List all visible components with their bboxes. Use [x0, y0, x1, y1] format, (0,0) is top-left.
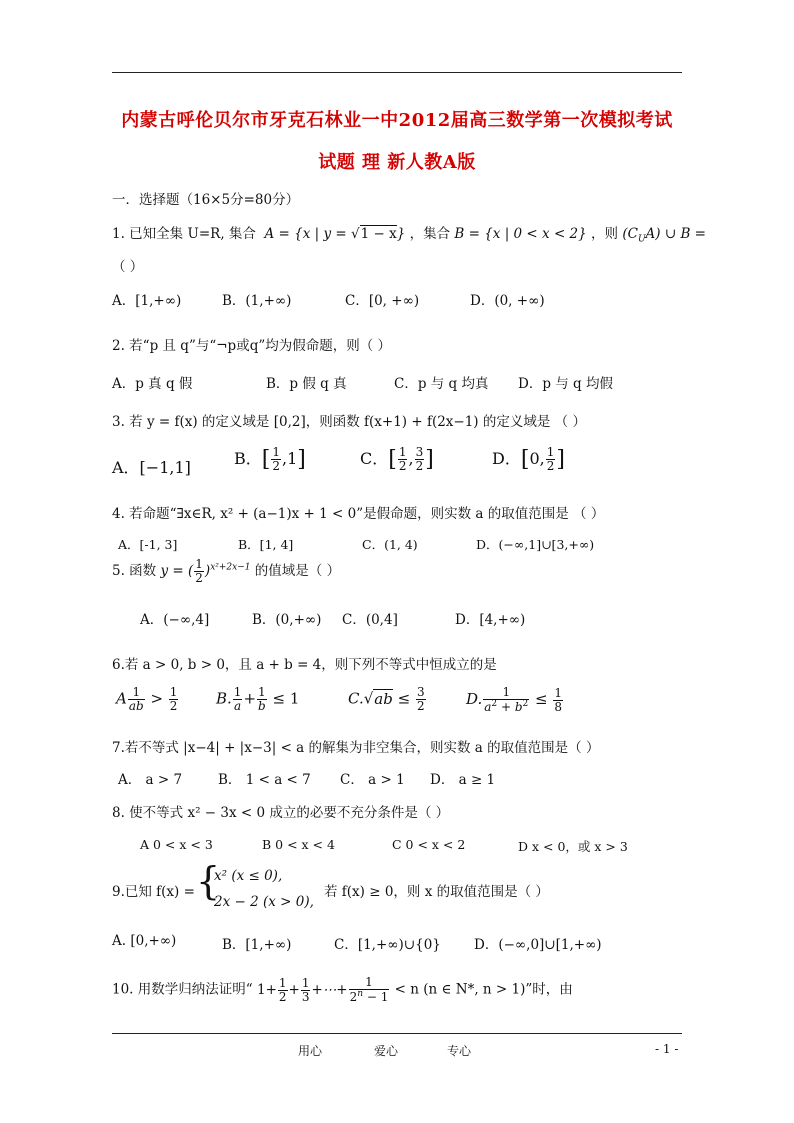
q5-option-b: B．(0,+∞) [252, 612, 322, 628]
q1-expression: $(C_UA)$ ∪ B = [622, 226, 706, 245]
q8-option-b: B 0 < x < 4 [262, 837, 335, 852]
q9-option-c: C．[1,+∞)∪{0} [334, 937, 441, 953]
q1-set-a: A = {x | y = √1 − x} [260, 226, 406, 242]
q10-stem-post: < n (n ∈ N*, n > 1)”时，由 [394, 981, 573, 998]
q7-option-a: A． a > 7 [118, 772, 183, 788]
q5-option-c: C．(0,4] [342, 612, 398, 628]
q3-option-a: A．[−1,1] [112, 458, 191, 477]
question-1 [112, 222, 706, 245]
q9-option-d: D．(−∞,0]∪[1,+∞) [474, 937, 602, 953]
q1-option-c: C．[0, +∞) [345, 293, 420, 309]
page-title: 内蒙古呼伦贝尔市牙克石林业一中2012届高三数学第一次模拟考试 [121, 110, 673, 131]
q7-option-c: C． a > 1 [340, 772, 405, 788]
q1-paren: （ ） [112, 259, 144, 275]
q1-stem-post: ，则 [591, 226, 619, 242]
footer-rule [112, 1033, 682, 1034]
question-4: 4. 若命题“∃x∈R, x² + (a−1)x + 1 < 0”是假命题，则实数 a 的取值范围是 （ ） [112, 506, 605, 522]
q1-stem-mid: ，集合 [409, 226, 451, 242]
page-subtitle: 试题 理 新人教A版 [318, 152, 476, 173]
q9-option-b: B．[1,+∞) [222, 937, 292, 953]
page-number: - 1 - [655, 1042, 679, 1056]
q2-option-d: D．p 与 q 均假 [518, 376, 613, 392]
q5-stem-pre: 5. 函数 [112, 563, 157, 580]
q1-set-b: B = {x | 0 < x < 2} [454, 226, 587, 242]
q5-function: y = ( $\frac{1}{2}$ )$^{x^2+2x-1}$ [160, 557, 251, 586]
q1-stem-pre: 1. 已知全集 U=R, 集合 [112, 226, 256, 242]
question-8: 8. 使不等式 x² − 3x < 0 成立的必要不充分条件是（ ） [112, 805, 450, 821]
q4-option-b: B．[1, 4] [238, 537, 294, 552]
section-heading: 一．选择题（16×5分=80分） [112, 192, 300, 208]
q9-stem-pre: 9.已知 f(x) = [112, 884, 195, 900]
q4-option-d: D．(−∞,1]∪[3,+∞) [476, 537, 595, 552]
q8-option-c: C 0 < x < 2 [392, 837, 466, 852]
q3-option-d: D．[0, $\frac{1}{2}$ ] [492, 445, 565, 474]
question-7: 7.若不等式 |x−4| + |x−3| < a 的解集为非空集合，则实数 a 的取值范围是（ ） [112, 740, 600, 756]
q4-option-c: C．(1, 4) [362, 537, 418, 552]
q1-option-b: B．(1,+∞) [222, 293, 292, 309]
q1-option-a: A．[1,+∞) [112, 293, 182, 309]
question-3: 3. 若 y = f(x) 的定义域是 [0,2]，则函数 f(x+1) + f(2x−1) 的定义域是 （ ） [112, 414, 586, 430]
header-rule [112, 72, 682, 73]
q2-option-a: A．p 真 q 假 [112, 376, 193, 392]
q4-option-a: A．[-1, 3] [118, 537, 178, 552]
q6-option-c: C.√ab ≤ $\frac{3}{2}$ [348, 685, 425, 714]
q7-option-d: D． a ≥ 1 [430, 772, 496, 788]
q5-stem-post: 的值域是（ ） [254, 563, 341, 580]
q1-option-d: D．(0, +∞) [470, 293, 545, 309]
question-5 [112, 558, 340, 585]
q5-option-a: A．(−∞,4] [140, 612, 210, 628]
q6-option-b: B. $\frac{1}{a}$ + $\frac{1}{b}$ ≤ 1 [216, 685, 300, 714]
q9-stem-post: 若 f(x) ≥ 0，则 x 的取值范围是（ ） [324, 884, 549, 900]
q3-option-b: B．[ $\frac{1}{2}$ ,1] [234, 445, 306, 474]
q2-option-c: C．p 与 q 均真 [394, 376, 489, 392]
q6-option-d: D. $\frac{1}{a^2 + b^2}$ ≤ $\frac{1}{8}$ [466, 685, 563, 715]
q8-option-d: D x < 0，或 x > 3 [518, 839, 628, 854]
q10-stem-pre: 10. 用数学归纳法证明“ [112, 981, 253, 998]
q6-option-a: A $\frac{1}{ab}$ > $\frac{1}{2}$ [116, 685, 178, 714]
q2-option-b: B．p 假 q 真 [266, 376, 347, 392]
q7-option-b: B． 1 < a < 7 [218, 772, 311, 788]
footer-item-3: 专心 [447, 1044, 472, 1058]
footer-item-1: 用心 [298, 1044, 323, 1058]
q10-sum: 1+ $\frac{1}{2}$ + $\frac{1}{3}$ +⋯+ $\frac{1}{2^n - 1}$ [256, 975, 389, 1005]
question-10 [112, 976, 573, 1004]
q9-case-1: x² (x ≤ 0), [214, 868, 283, 884]
q9-brace: { [196, 859, 221, 903]
q5-option-d: D．[4,+∞) [455, 612, 526, 628]
q3-option-c: C．[ $\frac{1}{2}$ , $\frac{3}{2}$ ] [360, 445, 434, 474]
footer-item-2: 爱心 [374, 1044, 399, 1058]
q9-option-a: A. [0,+∞) [112, 933, 177, 949]
q8-option-a: A 0 < x < 3 [140, 837, 213, 852]
question-6: 6.若 a > 0, b > 0，且 a + b = 4，则下列不等式中恒成立的是 [112, 657, 497, 673]
question-2: 2. 若“p 且 q”与“¬p或q”均为假命题，则（ ） [112, 338, 392, 354]
q9-case-2: 2x − 2 (x > 0), [214, 894, 314, 910]
